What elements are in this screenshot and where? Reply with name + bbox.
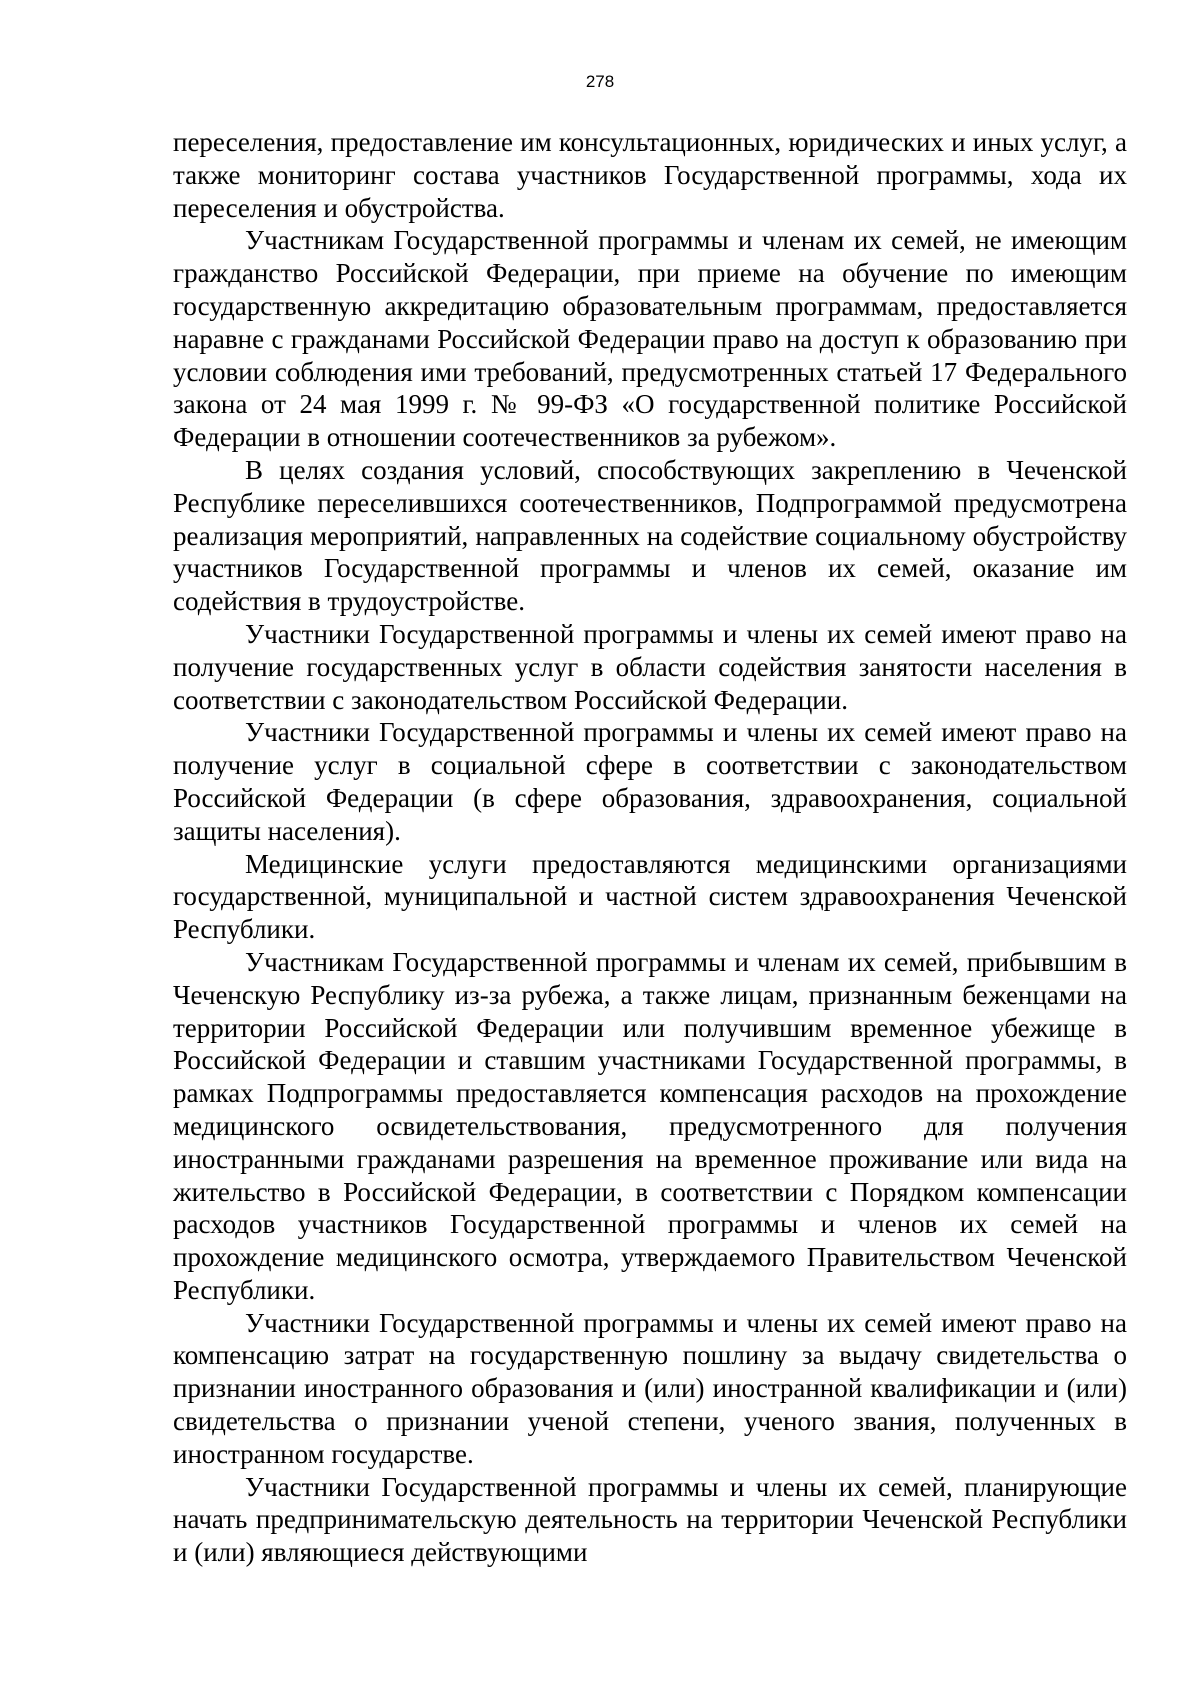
paragraph-social-services: Участники Государственной программы и члены их семей имеют право на получение услуг в социальной сфере в соответствии с законодательством Российской Федерации (в сфере образования, здравоохранения, социальной защиты населения). (173, 717, 1127, 846)
paragraph-medical-compensation: Участникам Государственной программы и членам их семей, прибывшим в Чеченскую Республику из-за рубежа, а также лицам, признанным беженцами на территории Российской Федерации или получившим временное убежище в Российской Федерации и ставшим участниками Государственной программы, в рамках Подпрограммы предоставляется компенсация расходов на прохождение медицинского освидетельствования, предусмотренного для получения иностранными гражданами разрешения на временное проживание или вида на жительство в Российской Федерации, в соответствии с Порядком компенсации расходов участников Государственной программы и членов их семей на прохождение медицинского осмотра, утверждаемого Правительством Чеченской Республики. (173, 946, 1127, 1305)
paragraph-education-access: Участникам Государственной программы и членам их семей, не имеющим гражданство Российской Федерации, при приеме на обучение по имеющим государственную аккредитацию образовательным программам, предоставляется наравне с гражданами Российской Федерации право на доступ к образованию при условии соблюдения ими требований, предусмотренных статьей 17 Федерального закона от 24 мая 1999 г. № 99-ФЗ «О государственной политике Российской Федерации в отношении соотечественников за рубежом». (173, 225, 1127, 453)
paragraph-fee-compensation: Участники Государственной программы и члены их семей имеют право на компенсацию затрат на государственную пошлину за выдачу свидетельства о признании иностранного образования и (или) иностранной квалификации и (или) свидетельства о признании ученой степени, ученого звания, полученных в иностранном государстве. (173, 1307, 1127, 1469)
paragraph-settlement-support: В целях создания условий, способствующих закреплению в Чеченской Республике переселившихся соотечественников, Подпрограммой предусмотрена реализация мероприятий, направленных на содействие социальному обустройству участников Государственной программы и членов их семей, оказание им содействия в трудоустройстве. (173, 454, 1127, 617)
page-number: 278 (585, 72, 615, 91)
paragraph-entrepreneurship: Участники Государственной программы и члены их семей, планирующие начать предпринимательскую деятельность на территории Чеченской Республики и (или) являющиеся действующими (173, 1471, 1127, 1568)
paragraph-employment-services: Участники Государственной программы и члены их семей имеют право на получение государственных услуг в области содействия занятости населения в соответствии с законодательством Российской Федерации. (173, 618, 1127, 715)
paragraph-continuation: переселения, предоставление им консультационных, юридических и иных услуг, а также мониторинг состава участников Государственной программы, хода их переселения и обустройства. (173, 127, 1127, 223)
document-body (173, 126, 1127, 1569)
paragraph-medical-services: Медицинские услуги предоставляются медицинскими организациями государственной, муниципальной и частной систем здравоохранения Чеченской Республики. (173, 848, 1127, 945)
